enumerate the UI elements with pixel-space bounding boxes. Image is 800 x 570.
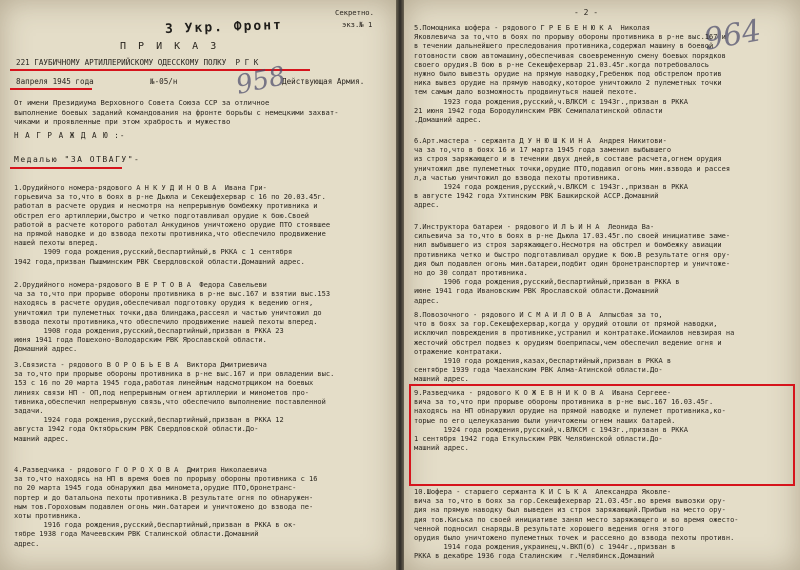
handwritten-number: 964 xyxy=(701,13,764,58)
award-entry: 8.Повозочного - рядового И С М А И Л О В А Алпысбая за то, что в боях за гор.Секешфехервар,когда у орудий отошли от прямой наводки, исключил повреждения в противнике,устранил и контратаке.Исмаилов невзирая на жесточий обстрел подвез к орудиям боеприпасы,чем обеспечил ведение огня и отражение контратаки. 1910 года рождения,казах,беспартийный,призван в РККА в сентябре 1939 года Чаеханским РВК Алма-Атинской области.До- машний адрес. xyxy=(414,311,735,384)
secret-mark: Секретно. xyxy=(335,8,374,17)
order-location: Действующая Армия. xyxy=(282,77,365,86)
order-date: 8апреля 1945 года xyxy=(16,77,94,86)
highlight-box xyxy=(409,384,795,486)
award-entry: 6.Арт.мастера - сержанта Д У Н Ю Ш К И Н А Андрея Никитови- ча за то,что в боях 16 и 17 марта 1945 года заменил выбывшего из строя заряжающего и в течении двух дней,в составе расчета,огнем орудия уничтожил две пулеметных точки,орудие ПТО,подавил огонь мин.взвода и рассея л,а частью уничтожил до взвода пехоты противника. 1924 года рождения,русский,ч.ВЛКСМ с 1943г.,призван в РККА в августе 1942 года Ухтинским РВК Башкирской АССР.Домашний адрес. xyxy=(414,137,731,210)
copy-mark: экз.№ 1 xyxy=(342,20,373,29)
red-underline-medal xyxy=(10,167,122,169)
award-entry: 1.Орудийного номера-рядового А Н К У Д И Н О В А Ивана Гри- горьевича за то,что в боях в р-не Дьюла и Секешфехервар с 16 по 20.03.45г. работал в расчете орудия и несмотря на непрерывную бомбежку противника и обстрел его артиллерии,быстро и четко подготавливал орудие к бою.Своей работой в расчете которого работал Анкудинов уничтожено орудие ПТО стоявшее на прямой наводке и до взвода пехоты противника,что обеспечило продвижение нашей пехоты вперед. 1909 года рождения,русский,беспартийный,в РККА с 1 сентября 1942 года,призван Пышминским РВК Свердловской области.Домашний адрес. xyxy=(14,184,331,266)
right-page xyxy=(404,0,800,570)
preamble: От имени Президиума Верховного Совета Союза ССР за отличное выполнение боевых заданий командования на фронте борьбы с немецкими захват- чиками и проявленные при этом храбрость и мужество xyxy=(14,98,339,127)
award-entry: 9.Разведчика - рядового К О Ж Е В Н И К О В А Ивана Сергеее- вича за то,что при прорыве обороны противника в р-не выс.167 16.03.45г. находясь на НП обнаружил орудие на прямой наводке и пулемет противника,ко- торые по его целеуказанию были уничтожены огнем наших батарей. 1924 года рождения,русский,ч.ВЛКСМ с 1943г.,призван в РККА 1 сентября 1942 года Еткульским РВК Челябинской области.До- машний адрес. xyxy=(414,389,726,453)
award-entry: 5.Помощника шофера - рядового Г Р Е Б Е Н Ю К А Николая Яковлевича за то,что в боях по прорыву обороны противника в р-не выс.167 и в течении дальнейшего преследования противника,содержал машину в боевой готовности свою автомашину,обеспечивая своевременную смену боевых порядков своего орудия.В бою в р-не Секешфехервар 21.03.45г.когда потребовалось нужно было вывезть орудие на прямую наводку,Гребенюк под обстрелом против ника вывез орудие на прямую наводку,которое уничтожило 2 пулеметных точки тем самым дало возможность продвинуться нашей пехоте. 1923 года рождения,русский,ч.ВЛКСМ с 1943г.,призван в РККА 21 июня 1942 года Бородулинским РВК Семипалатинской области .Домашний адрес. xyxy=(414,24,726,125)
order-title: П Р И К А З xyxy=(120,41,220,52)
handwritten-number: 958 xyxy=(233,61,289,101)
medal-name: Медалью "ЗА ОТВАГУ"- xyxy=(14,155,141,164)
award-entry: 4.Разведчика - рядового Г О Р О Х О В А Дмитрия Николаевича за то,что находясь на НП в время боев по прорыву обороны противника с 16 по 20 марта 1945 года обнаружил два миномета,орудие ПТО,бронетранс- портер и до батальона пехоты противника.В результате огня по обнаружен- ным тов.Гороховым подавлен огонь мин.батареи и уничтожено до взвода пе- хоты противника. 1916 года рождения,русский,беспартийный,призван в РККА в ок- тябре 1938 года Мачеевским РВК Сталинской области.Домашний адрес. xyxy=(14,466,318,548)
award-entry: 3.Связиста - рядового В О Р О Б Ь Е В А Виктора Дмитриевича за то,что при прорыве обороны противника в р-не выс.167 и при овладении выс. 153 с 16 по 20 марта 1945 года,работая линейным надсмотрщиком на боевых линиях связи НП - ОП,под непрерывным огнем артиллерии и минометов про- тивника,обеспечил непрерывную связь,что обеспечило выполнение поставленной задачи. 1924 года рождения,русский,беспартийный,призван в РККА 12 августа 1942 года Октябрьским РВК Свердловской области.До- машний адрес. xyxy=(14,361,335,443)
award-entry: 7.Инструктора батареи - рядового И Л Ь И Н А Леонида Ва- сильевича за то,что в боях в р-не Дьюла 17.03.45г.по своей инициативе заме- нил выбывшего из строя заряжающего.Несмотря на обстрел и бомбежку авиации противника четко и быстро подготавливал орудие к бою.В результате огня ору- дия был подавлен огонь мин.батареи,подбит один бронетранспортер и уничтоже- но до 30 солдат противника. 1906 года рождения,русский,беспартийный,призван в РККА в июне 1941 года Ивановским РВК Ярославской области.Домашний адрес. xyxy=(414,223,731,305)
book-gutter xyxy=(396,0,404,570)
unit-name: 221 ГАУБИЧНОМУ АРТИЛЛЕРИЙСКОМУ ОДЕССКОМУ ПОЛКУ Р Г К xyxy=(16,58,259,67)
award-entry: 10.Шофера - старшего сержанта К И С Ь К А Александра Яковле- вича за то,что в боях за гор.Секешфехервар 21.03.45г.во время вывозки ору- дия на прямую наводку был выведен из строя заряжающий.Прибыв на место ору- дия тов.Киська по своей инициативе занял место заряжающего и во время ожесто- ченной подносил снаряды.В результате хорошего ведения огня этого орудия было уничтожено пулеметных точек и рассеяно до взвода пехоты противн. 1914 года рождения,украинец,ч.ВКП(б) с 1944г.,призван в РККА в декабре 1936 года Сталинским г.Челябинск.Домашний xyxy=(414,488,739,561)
front-stamp: 3 Укр. Фронт xyxy=(164,17,284,38)
award-entry: 2.Орудийного номера-рядового В Е Р Т О В А Федора Савельеви ча за то,что при прорыве обороны противника в р-не выс.167 и взятии выс.153 находясь в расчете орудия,обеспечивал подготовку орудия к ведению огня, уничтожил три пулеметных точки,два блиндажа,рассеял и частью уничтожил до взвода пехоты противника,что обеспечило продвижение нашей пехоты вперед. 1908 года рождения,русский,беспартийный,призван в РККА 23 июня 1941 года Пошехоно-Володарским РВК Ярославской области. Домашний адрес. xyxy=(14,281,331,354)
page-number: - 2 - xyxy=(574,8,599,17)
left-page xyxy=(0,0,396,570)
awarding-line: Н А Г Р А Ж Д А Ю :- xyxy=(14,131,126,140)
red-underline-date xyxy=(10,88,92,90)
order-number: №-05/н xyxy=(150,77,178,86)
